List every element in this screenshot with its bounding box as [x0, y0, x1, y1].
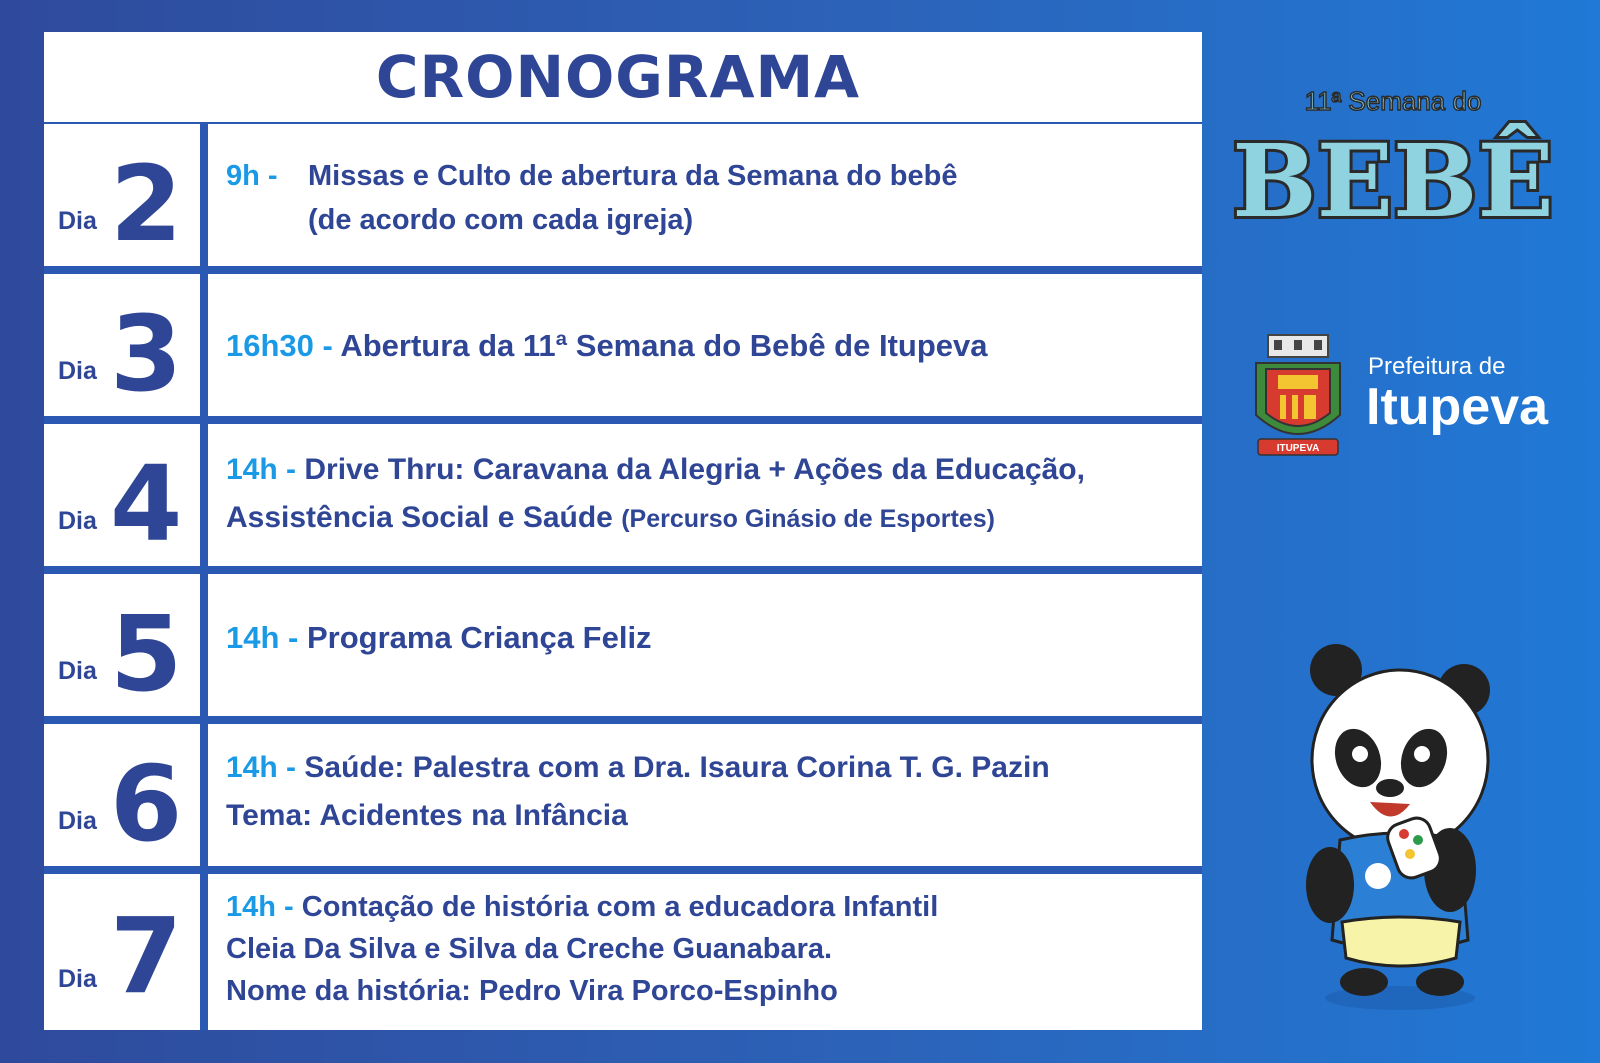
event-description [226, 328, 1192, 364]
event-line: Assistência Social e Saúde [226, 501, 613, 534]
municipality-logo [1248, 335, 1578, 465]
day-number: 2 [110, 143, 183, 265]
day-cell [44, 574, 200, 716]
schedule-row-day-6 [44, 724, 1202, 866]
logo-top-line: 11ª Semana do [1304, 86, 1482, 116]
event-cell [208, 124, 1202, 266]
event-line: Tema: Acidentes na Infância [226, 799, 628, 832]
title-bar [44, 32, 1202, 122]
event-cell [208, 574, 1202, 716]
event-description [226, 886, 1192, 1012]
logo-big-word: BEBÊ [1232, 122, 1554, 240]
day-cell [44, 424, 200, 566]
day-cell [44, 874, 200, 1030]
event-cell [208, 424, 1202, 566]
event-time: 14h - [226, 620, 299, 655]
event-description [226, 744, 1192, 840]
municipality-line1: Prefeitura de [1368, 353, 1506, 380]
day-label: Dia [58, 657, 97, 685]
event-time: 16h30 - [226, 328, 333, 363]
event-line: Nome da história: Pedro Vira Porco-Espinho [226, 975, 838, 1007]
event-time: 9h - [226, 160, 278, 192]
day-cell [44, 724, 200, 866]
event-description [226, 154, 1192, 242]
municipality-line2: Itupeva [1366, 378, 1549, 436]
day-label: Dia [58, 965, 97, 993]
schedule-row-day-2 [44, 124, 1202, 266]
event-cell [208, 724, 1202, 866]
schedule-row-day-3 [44, 274, 1202, 416]
city-crest-icon [1248, 335, 1348, 463]
schedule-card [44, 32, 1202, 1030]
day-label: Dia [58, 207, 97, 235]
event-line: Missas e Culto de abertura da Semana do bebê [308, 160, 958, 192]
event-time: 14h - [226, 453, 297, 486]
event-logo [1232, 78, 1554, 240]
page-title: CRONOGRAMA [375, 43, 861, 111]
day-cell [44, 124, 200, 266]
day-number: 6 [110, 743, 183, 865]
event-line: Drive Thru: Caravana da Alegria + Ações da Educação, [304, 453, 1085, 486]
event-line: Cleia Da Silva e Silva da Creche Guanabara. [226, 933, 833, 965]
day-number: 7 [110, 895, 183, 1017]
schedule-row-day-5 [44, 574, 1202, 716]
event-description [226, 446, 1192, 543]
day-label: Dia [58, 357, 97, 385]
event-time: 14h - [226, 891, 294, 923]
event-description [226, 620, 1192, 656]
day-cell [44, 274, 200, 416]
schedule-row-day-7 [44, 874, 1202, 1030]
day-number: 3 [110, 293, 183, 415]
event-line: Contação de história com a educadora Infantil [301, 891, 939, 923]
event-line: (de acordo com cada igreja) [308, 204, 694, 236]
day-label: Dia [58, 507, 97, 535]
event-time: 14h - [226, 751, 297, 784]
event-line: Saúde: Palestra com a Dra. Isaura Corina T. G. Pazin [304, 751, 1050, 784]
day-number: 5 [110, 593, 183, 715]
event-text: Programa Criança Feliz [306, 620, 652, 655]
day-label: Dia [58, 807, 97, 835]
event-cell [208, 874, 1202, 1030]
crest-label: ITUPEVA [1276, 443, 1320, 454]
schedule-row-day-4 [44, 424, 1202, 566]
event-cell [208, 274, 1202, 416]
panda-mascot-icon [1300, 640, 1500, 1020]
day-number: 4 [110, 443, 183, 565]
event-note: (Percurso Ginásio de Esportes) [621, 505, 995, 533]
event-text: Abertura da 11ª Semana do Bebê de Itupeva [340, 328, 988, 363]
